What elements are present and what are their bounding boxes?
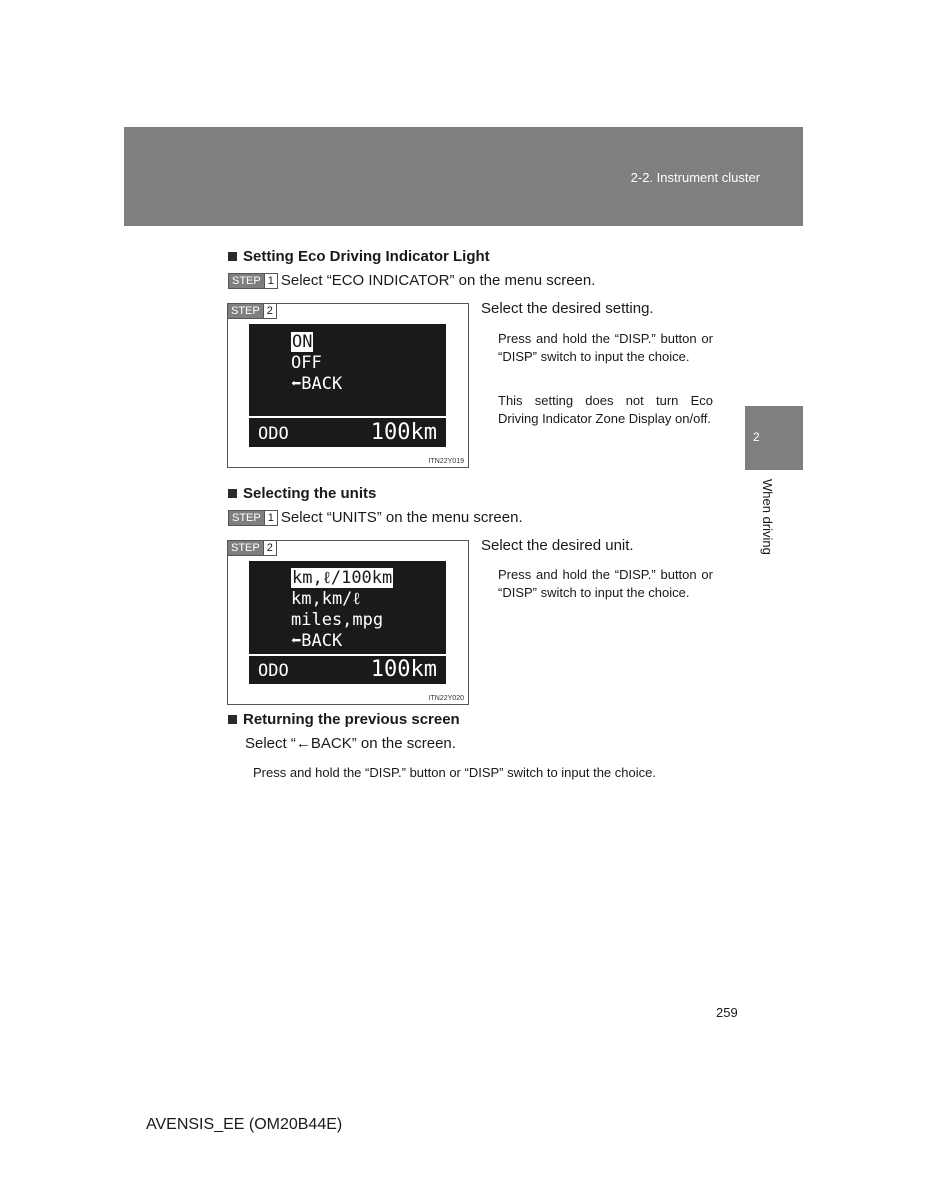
step-badge: STEP 1	[228, 510, 278, 526]
section-heading-eco	[228, 248, 490, 265]
section-heading-units	[228, 485, 376, 502]
units-display-figure	[227, 540, 469, 705]
footer-model-code: AVENSIS_EE (OM20B44E)	[146, 1116, 343, 1133]
lcd-screen	[249, 561, 446, 684]
step-1-units	[228, 509, 523, 526]
section-label: 2-2. Instrument cluster	[630, 170, 760, 185]
step-2-text-eco: Select the desired setting.	[481, 300, 654, 317]
lcd-divider	[249, 654, 446, 656]
step-2-text-units: Select the desired unit.	[481, 537, 634, 554]
lcd-option-km-l100km: km,ℓ/100km	[292, 568, 393, 588]
step-1-eco	[228, 272, 595, 289]
note-disp-units: Press and hold the “DISP.” button or “DISP” switch to input the choice.	[498, 567, 713, 600]
page-number: 259	[716, 1005, 738, 1020]
lcd-screen	[249, 324, 446, 447]
note-zone-display: This setting does not turn Eco Driving Indicator Zone Display on/off.	[498, 393, 713, 426]
note-disp-back: Press and hold the “DISP.” button or “DISP” switch to input the choice.	[253, 765, 656, 780]
section-heading-back	[228, 711, 460, 728]
chapter-label: When driving	[760, 479, 775, 555]
eco-display-figure	[227, 303, 469, 468]
bullet-square-icon	[228, 715, 237, 724]
lcd-divider	[249, 416, 446, 418]
lcd-option-on: ON	[292, 332, 313, 352]
bullet-square-icon	[228, 252, 237, 261]
section-title: Setting Eco Driving Indicator Light	[243, 248, 490, 265]
section-title: Returning the previous screen	[243, 711, 460, 728]
step-text: Select “UNITS” on the menu screen.	[280, 509, 523, 526]
lcd-option-off: OFF	[291, 353, 322, 373]
chapter-number: 2	[753, 430, 760, 444]
lcd-odo-value: 100km	[370, 420, 437, 445]
back-instruction: Select “←BACK” on the screen.	[245, 735, 456, 752]
chapter-tab	[745, 406, 803, 470]
step-badge: STEP 1	[228, 273, 278, 289]
step-badge: STEP 2	[228, 541, 277, 556]
note-disp-eco: Press and hold the “DISP.” button or “DISP” switch to input the choice.	[498, 331, 713, 364]
lcd-option-back: ⬅BACK	[291, 631, 343, 651]
lcd-option-back: ⬅BACK	[291, 374, 343, 394]
lcd-odo-label: ODO	[258, 661, 289, 681]
lcd-odo-label: ODO	[258, 424, 289, 444]
figure-code: ITN22Y019	[428, 458, 464, 465]
lcd-odo-value: 100km	[370, 657, 437, 682]
figure-code: ITN22Y020	[428, 695, 464, 702]
section-title: Selecting the units	[243, 485, 377, 502]
bullet-square-icon	[228, 489, 237, 498]
lcd-option-miles-mpg: miles,mpg	[291, 610, 384, 630]
lcd-option-km-kml: km,km/ℓ	[291, 589, 361, 609]
step-text: Select “ECO INDICATOR” on the menu screen.	[280, 272, 596, 289]
header-band	[124, 127, 803, 226]
step-badge: STEP 2	[228, 304, 277, 319]
